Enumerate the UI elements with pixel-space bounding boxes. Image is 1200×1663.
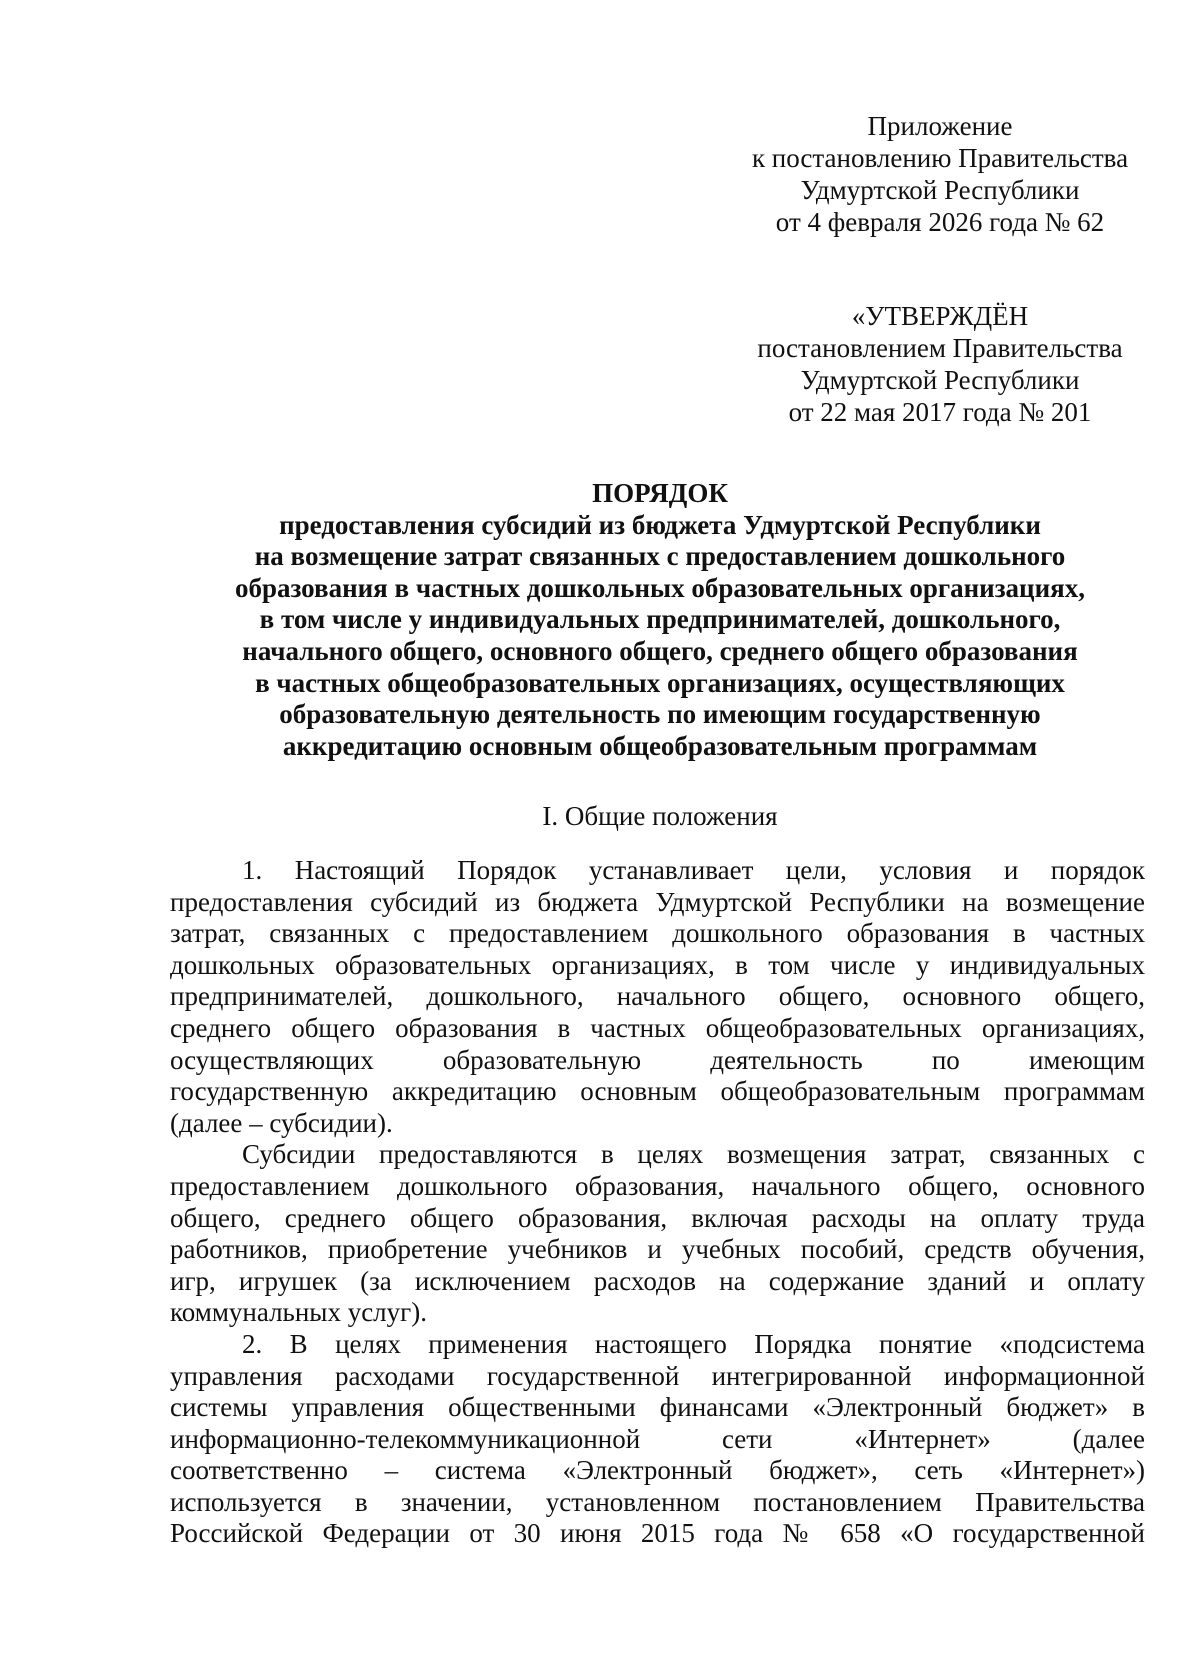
section-heading: I. Общие положения: [542, 801, 778, 831]
paragraph-1: [170, 855, 1145, 1139]
text-line: системы управления общественными финансами «Электронный бюджет» в: [170, 1392, 1145, 1423]
text-line: 2. В целях применения настоящего Порядка понятие «подсистема: [242, 1328, 1145, 1359]
approved-line: Удмуртской Республики: [800, 365, 1080, 395]
text-line: используется в значении, установленном постановлением Правительства: [170, 1486, 1145, 1517]
appendix-line: к постановлению Правительства: [751, 143, 1129, 173]
text-line: работников, приобретение учебников и учебных пособий, средств обучения,: [170, 1234, 1145, 1265]
text-line: управления расходами государственной интегрированной информационной: [170, 1360, 1145, 1391]
approved-line: «УТВЕРЖДЁН: [851, 301, 1029, 331]
text-line: общего, среднего общего образования, включая расходы на оплату труда: [170, 1202, 1145, 1233]
text-line: Субсидии предоставляются в целях возмещения затрат, связанных с: [242, 1139, 1145, 1170]
paragraph-3: [170, 1329, 1145, 1550]
title-line: начального общего, основного общего, среднего общего образования: [242, 635, 1078, 666]
text-line: предпринимателей, дошкольного, начального общего, основного общего,: [170, 981, 1145, 1012]
text-line: Российской Федерации от 30 июня 2015 года № 658 «О государственной: [170, 1518, 1145, 1549]
title-line: на возмещение затрат связанных с предоставлением дошкольного: [254, 541, 1066, 572]
title-line: предоставления субсидий из бюджета Удмуртской Республики: [279, 509, 1041, 540]
text-line: информационно-телекоммуникационной сети «Интернет» (далее: [170, 1423, 1145, 1454]
appendix-line: от 4 февраля 2026 года № 62: [775, 207, 1105, 237]
appendix-line: Приложение: [867, 111, 1013, 141]
approved-line: постановлением Правительства: [757, 333, 1123, 363]
body-text: [170, 855, 1145, 1550]
text-line: осуществляющих образовательную деятельность по имеющим: [170, 1044, 1145, 1075]
title-line: образования в частных дошкольных образовательных организациях,: [234, 572, 1086, 603]
text-line: государственную аккредитацию основным общеобразовательным программам: [170, 1076, 1145, 1107]
text-line: 1. Настоящий Порядок устанавливает цели, условия и порядок: [242, 855, 1145, 885]
text-line: соответственно – система «Электронный бюджет», сеть «Интернет»): [170, 1455, 1145, 1486]
document-title: [170, 478, 1150, 762]
text-line: затрат, связанных с предоставлением дошкольного образования в частных: [170, 918, 1145, 949]
appendix-block: [700, 110, 1180, 238]
text-line: коммунальных услуг).: [170, 1297, 427, 1328]
approved-line: от 22 мая 2017 года № 201: [788, 397, 1092, 427]
text-line: предоставлением дошкольного образования, начального общего, основного: [170, 1170, 1145, 1201]
text-line: среднего общего образования в частных общеобразовательных организациях,: [170, 1012, 1145, 1043]
text-line: игр, игрушек (за исключением расходов на содержание зданий и оплату: [170, 1265, 1145, 1296]
approved-block: [700, 300, 1180, 428]
appendix-line: Удмуртской Республики: [800, 175, 1080, 205]
title-line: в том числе у индивидуальных предпринимателей, дошкольного,: [259, 604, 1061, 635]
title-line: аккредитацию основным общеобразовательным программам: [282, 730, 1038, 761]
title-heading: ПОРЯДОК: [592, 478, 728, 508]
text-line: (далее – субсидии).: [170, 1107, 393, 1138]
title-line: в частных общеобразовательных организациях, осуществляющих: [255, 667, 1065, 698]
paragraph-2: [170, 1139, 1145, 1329]
title-line: образовательную деятельность по имеющим государственную: [279, 699, 1041, 730]
text-line: дошкольных образовательных организациях, в том числе у индивидуальных: [170, 949, 1145, 980]
text-line: предоставления субсидий из бюджета Удмуртской Республики на возмещение: [170, 886, 1145, 917]
